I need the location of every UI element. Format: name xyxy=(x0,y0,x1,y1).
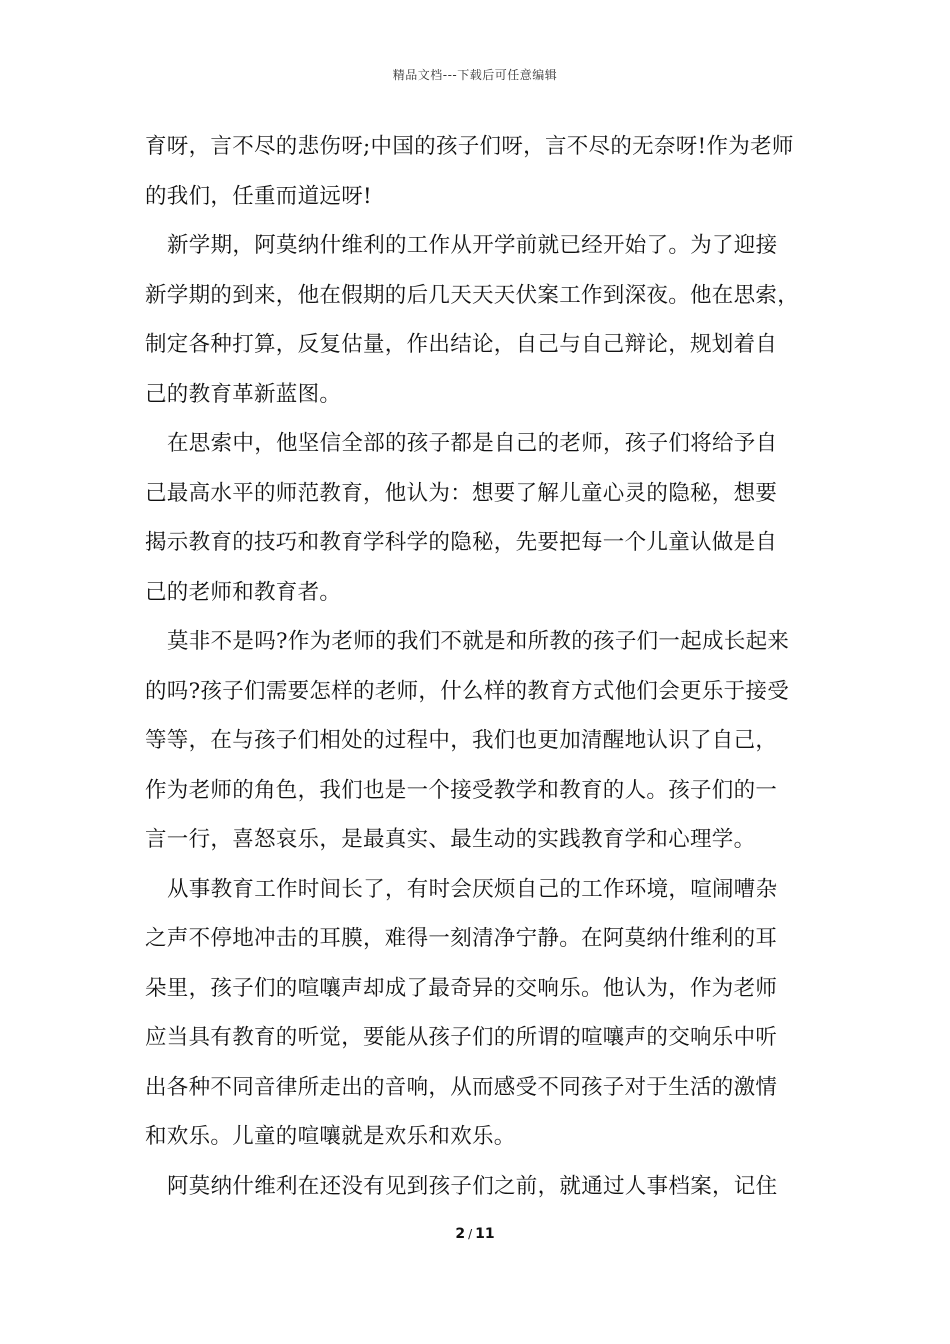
text-line: 己最高水平的师范教育，他认为：想要了解儿童心灵的隐秘，想要 xyxy=(145,480,778,506)
document-header: 精品文档---下载后可任意编辑 xyxy=(392,68,558,82)
paragraph xyxy=(145,865,817,1162)
text-line: 和欢乐。儿童的喧嚷就是欢乐和欢乐。 xyxy=(145,1124,516,1149)
text-line: 己的老师和教育者。 xyxy=(145,579,342,605)
text-line: 的我们，任重而道远呀! xyxy=(145,183,372,209)
text-line: 制定各种打算，反复估量，作出结论，自己与自己辩论，规划着自 xyxy=(145,332,778,357)
paragraph xyxy=(145,122,817,221)
paragraph xyxy=(145,419,817,617)
text-line: 等等，在与孩子们相处的过程中，我们也更加清醒地认识了自己， xyxy=(145,728,778,753)
text-line: 莫非不是吗?作为老师的我们不就是和所教的孩子们一起成长起来 xyxy=(167,629,790,654)
text-line: 阿莫纳什维利在还没有见到孩子们之前，就通过人事档案，记住 xyxy=(167,1173,778,1199)
page-number xyxy=(0,1226,950,1242)
current-page-number: 2 xyxy=(455,1226,466,1242)
total-page-count: 11 xyxy=(475,1226,495,1242)
text-line: 育呀，言不尽的悲伤呀;中国的孩子们呀，言不尽的无奈呀!作为老师 xyxy=(145,134,794,159)
text-line: 在思索中，他坚信全部的孩子都是自己的老师，孩子们将给予自 xyxy=(167,431,778,456)
text-line: 出各种不同音律所走出的音响，从而感受不同孩子对于生活的激情 xyxy=(145,1074,778,1100)
text-line: 揭示教育的技巧和教育学科学的隐秘，先要把每一个儿童认做是自 xyxy=(145,530,778,555)
text-line: 应当具有教育的听觉，要能从孩子们的所谓的喧嚷声的交响乐中听 xyxy=(145,1025,778,1050)
text-line: 言一行，喜怒哀乐，是最真实、最生动的实践教育学和心理学。 xyxy=(145,827,756,852)
text-line: 的吗?孩子们需要怎样的老师，什么样的教育方式他们会更乐于接受 xyxy=(145,678,790,704)
paragraph xyxy=(145,617,817,865)
text-line: 作为老师的角色，我们也是一个接受教学和教育的人。孩子们的一 xyxy=(145,777,778,803)
text-line: 朵里，孩子们的喧嚷声却成了最奇异的交响乐。他认为，作为老师 xyxy=(145,975,778,1001)
text-line: 新学期的到来，他在假期的后几天天天伏案工作到深夜。他在思索， xyxy=(145,282,800,308)
paragraph xyxy=(145,221,817,419)
page-separator: / xyxy=(468,1227,473,1241)
text-line: 从事教育工作时间长了，有时会厌烦自己的工作环境，喧闹嘈杂 xyxy=(167,876,778,902)
document-body xyxy=(145,122,817,1211)
paragraph xyxy=(145,1162,817,1212)
text-line: 之声不停地冲击的耳膜，难得一刻清净宁静。在阿莫纳什维利的耳 xyxy=(145,926,778,951)
text-line: 新学期，阿莫纳什维利的工作从开学前就已经开始了。为了迎接 xyxy=(167,233,778,258)
text-line: 己的教育革新蓝图。 xyxy=(145,381,342,407)
